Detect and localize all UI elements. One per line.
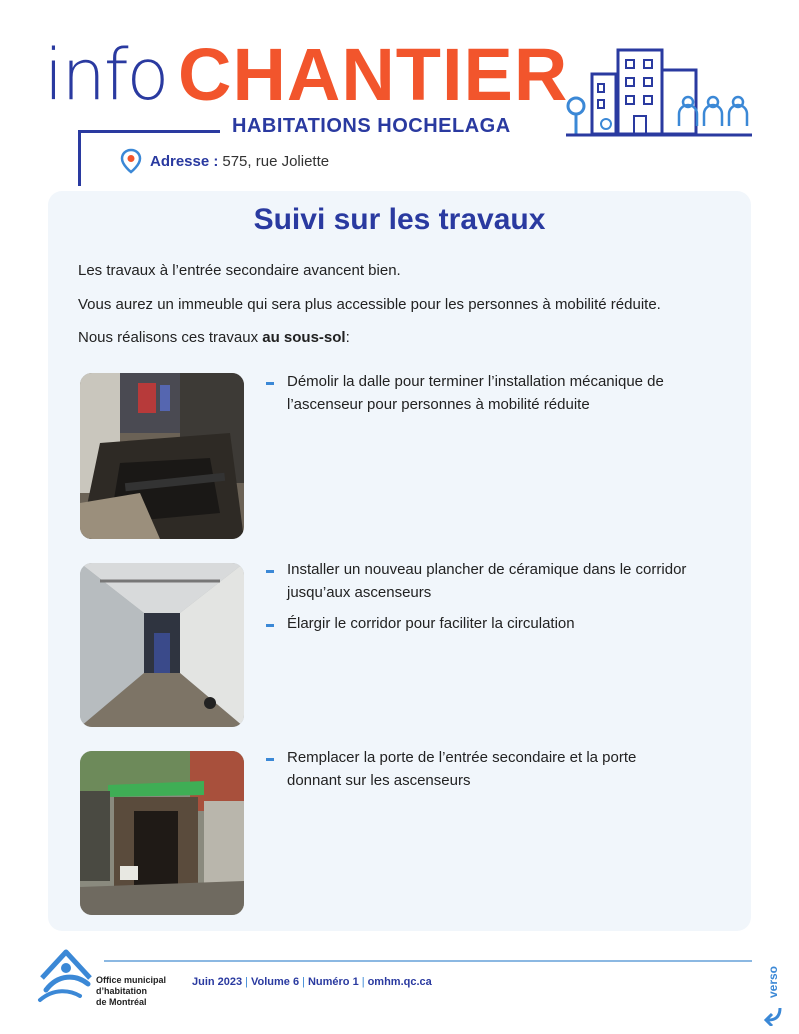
footer-rule xyxy=(104,960,752,962)
header-vertical-rule xyxy=(78,130,81,186)
photo-corridor xyxy=(80,563,244,727)
bullet-dash-icon xyxy=(266,624,274,627)
address-value: 575, rue Joliette xyxy=(222,152,330,170)
issue-volume: Volume 6 xyxy=(251,976,300,988)
page-title: Suivi sur les travaux xyxy=(253,203,546,236)
photo-secondary-entrance xyxy=(80,751,244,915)
list-item-text: Élargir le corridor pour faciliter la circulation xyxy=(287,615,575,632)
omhm-logo-icon xyxy=(36,944,96,1004)
project-subtitle: HABITATIONS HOCHELAGA xyxy=(232,115,511,137)
photo-slab-demolition xyxy=(80,373,244,539)
list-item-ceramic-floor xyxy=(266,558,736,604)
verso-label[interactable]: verso xyxy=(766,966,780,999)
bullet-dash-icon xyxy=(266,570,274,573)
website-link[interactable]: omhm.qc.ca xyxy=(367,976,432,988)
list-item-text: Démolir la dalle pour terminer l’installation mécanique de l’ascenseur pour personnes à mobilité réduite xyxy=(287,373,664,413)
publication-info: Juin 2023 | Volume 6 | Numéro 1 | omhm.qc.ca xyxy=(192,976,432,988)
org-line-3: de Montréal xyxy=(96,997,147,1007)
list-item-slab xyxy=(266,370,736,416)
location-bold: au sous-sol xyxy=(262,329,346,346)
list-item-widen-corridor xyxy=(266,612,736,635)
buildings-illustration-icon xyxy=(566,44,756,140)
list-item-replace-doors xyxy=(266,746,646,792)
intro-paragraph-1: Les travaux à l’entrée secondaire avancent bien. xyxy=(78,262,401,279)
list-item-text: Remplacer la porte de l’entrée secondaire et la porte donnant sur les ascenseurs xyxy=(287,749,637,789)
brand-info: info xyxy=(44,34,168,116)
org-line-2: d’habitation xyxy=(96,986,147,996)
bullet-dash-icon xyxy=(266,758,274,761)
location-suffix: : xyxy=(345,329,350,346)
issue-date: Juin 2023 xyxy=(192,976,243,988)
address-line xyxy=(120,148,329,174)
organization-name xyxy=(96,975,186,1008)
brand-chantier: CHANTIER xyxy=(178,33,569,116)
issue-number: Numéro 1 xyxy=(307,976,359,988)
intro-paragraph-2: Vous aurez un immeuble qui sera plus accessible pour les personnes à mobilité réduite. xyxy=(78,296,661,313)
location-prefix: Nous réalisons ces travaux xyxy=(78,329,263,346)
header-rule xyxy=(78,130,220,133)
list-item-text: Installer un nouveau plancher de céramique dans le corridor jusqu’aux ascenseurs xyxy=(287,561,687,601)
bullet-dash-icon xyxy=(266,382,274,385)
address-label: Adresse : xyxy=(150,152,219,170)
location-paragraph xyxy=(78,329,350,346)
org-line-1: Office municipal xyxy=(96,975,167,985)
location-pin-icon xyxy=(120,148,142,174)
